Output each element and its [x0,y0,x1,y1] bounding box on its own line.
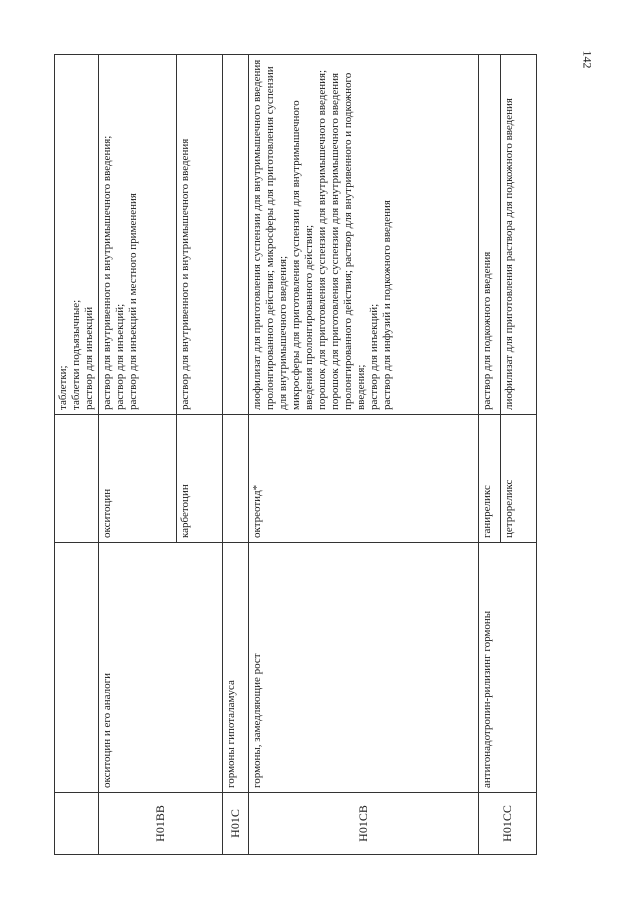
dosage-form-line: лиофилизат для приготовления раствора для подкожного введения [503,98,515,410]
table-row [223,55,249,855]
dosage-form-line: раствор для инъекций и местного применения [126,193,139,410]
dosage-form-line: раствор для инфузий и подкожного введения [380,200,393,410]
dosage-form-line: лиофилизат для приготовления суспензии для внутримышечного введения пролонгированного действия; микросферы для приготовления суспензии для внутримышечного введения; [251,59,289,410]
dosage-form-line: таблетки; [57,365,69,410]
dosage-form-line: раствор для инъекций; [113,303,126,410]
dosage-forms-cell [177,55,223,415]
dosage-form-line: раствор для внутривенного и внутримышечного введения; [101,135,113,410]
drug-name-cell [55,415,99,543]
dosage-forms-cell [223,55,249,415]
dosage-forms-cell [55,55,99,415]
drug-name-cell [223,415,249,543]
drug-name-cell: октреотид* [249,415,479,543]
dosage-form-line: раствор для инъекций [82,306,95,410]
dosage-form-line: порошок для приготовления суспензии для внутримышечного введения; [315,69,328,410]
drug-name-cell: ганиреликс [479,415,501,543]
dosage-forms-cell [501,55,537,415]
atc-code-cell: H01C [223,793,249,855]
atc-code-cell: H01CC [479,793,537,855]
dosage-forms-cell [249,55,479,415]
group-cell: гормоны, замедляющие рост [249,543,479,793]
dosage-form-line: раствор для инъекций; [367,303,380,410]
dosage-form-line: таблетки подъязычные; [69,299,82,410]
table-row [249,55,479,855]
dosage-forms-cell [99,55,177,415]
atc-code-cell: H01CB [249,793,479,855]
table-row [99,55,177,855]
drug-name-cell: окситоцин [99,415,177,543]
dosage-form-line: микросферы для приготовления суспензии для внутримышечного введения пролонгированного действия; [289,100,315,410]
drug-classification-table [54,54,537,855]
page-number: 142 [580,50,595,69]
group-cell: гормоны гипоталамуса [223,543,249,793]
atc-code-cell [55,793,99,855]
drug-name-cell: карбетоцин [177,415,223,543]
rotated-page-content [54,55,536,855]
atc-code-cell: H01BB [99,793,223,855]
dosage-form-line: раствор для внутривенного и внутримышечного введения [179,138,191,410]
group-cell: окситоцин и его аналоги [99,543,223,793]
group-cell [55,543,99,793]
table-row [55,55,99,855]
group-cell: антигонадотропин-рилизинг гормоны [479,543,537,793]
drug-name-cell: цетрореликс [501,415,537,543]
dosage-form-line: раствор для подкожного введения [481,251,493,410]
dosage-forms-cell [479,55,501,415]
dosage-form-line: порошок для приготовления суспензии для внутримышечного введения пролонгированного действия; раствор для внутривенного и подкожного введения; [328,72,367,410]
table-row [479,55,501,855]
